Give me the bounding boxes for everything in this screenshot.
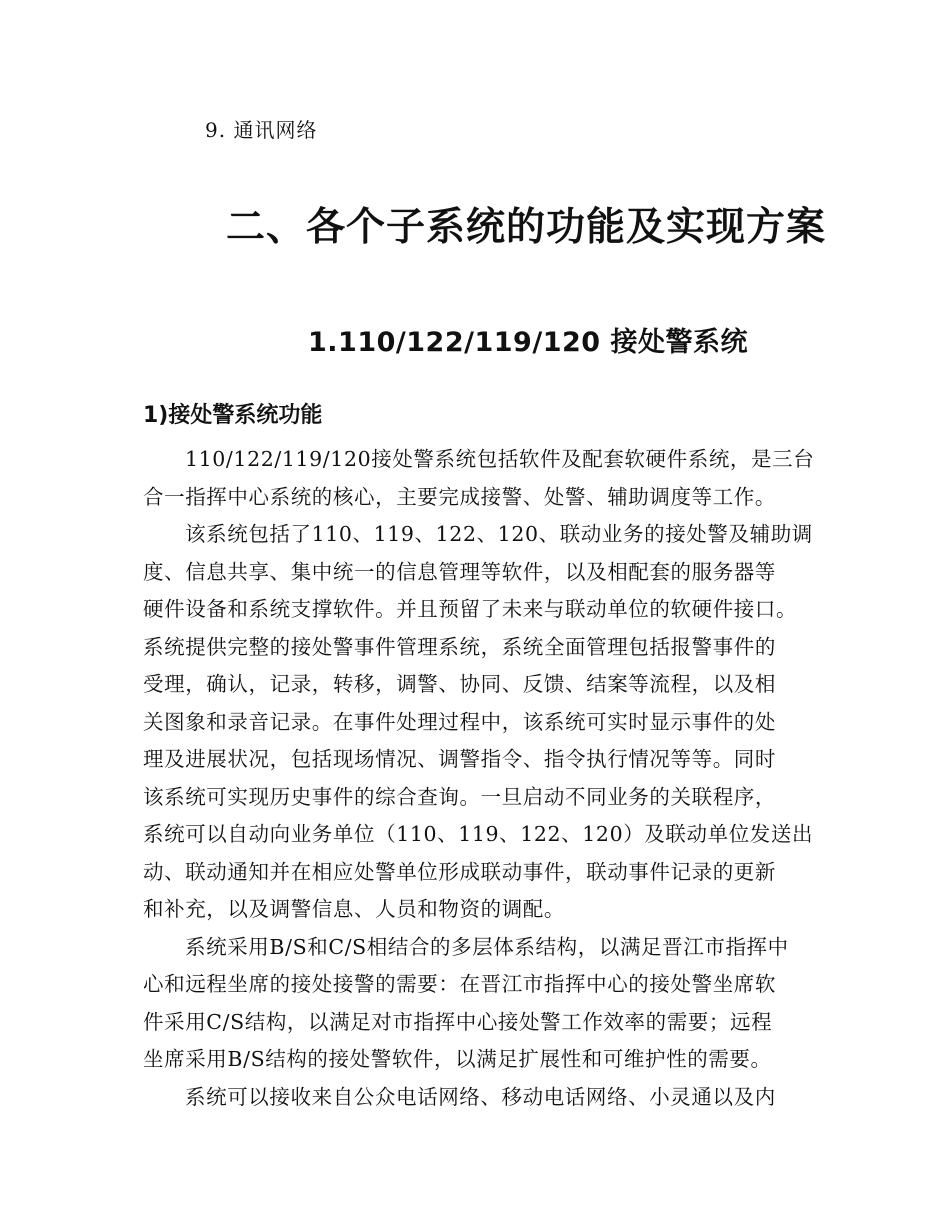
list-item-communication-network: 9. 通讯网络 (205, 118, 318, 142)
body-line: 系统可以接收来自公众电话网络、移动电话网络、小灵通以及内 (185, 1084, 776, 1109)
body-line: 受理，确认，记录，转移，调警、协同、反馈、结案等流程，以及相 (143, 672, 776, 696)
body-line: 该系统可实现历史事件的综合查询。一旦启动不同业务的关联程序， (143, 784, 776, 809)
subsubsection-title: 1)接处警系统功能 (143, 403, 323, 428)
body-line: 该系统包括了110、119、122、120、联动业务的接处警及辅助调 (185, 522, 813, 546)
body-line: 硬件设备和系统支撑软件。并且预留了未来与联动单位的软硬件接口。 (143, 597, 798, 621)
body-line: 理及进展状况，包括现场情况、调警指令、指令执行情况等等。同时 (143, 747, 776, 771)
body-line: 坐席采用B/S结构的接处警软件，以满足扩展性和可维护性的需要。 (143, 1047, 772, 1071)
body-line: 系统提供完整的接处警事件管理系统，系统全面管理包括报警事件的 (143, 634, 776, 659)
body-line: 动、联动通知并在相应处警单位形成联动事件，联动事件记录的更新 (143, 859, 776, 884)
body-line: 心和远程坐席的接处接警的需要：在晋江市指挥中心的接处警坐席软 (143, 972, 776, 996)
body-line: 合一指挥中心系统的核心，主要完成接警、处警、辅助调度等工作。 (143, 484, 776, 509)
body-line: 关图象和录音记录。在事件处理过程中，该系统可实时显示事件的处 (143, 709, 776, 734)
body-line: 件采用C/S结构，以满足对市指挥中心接处警工作效率的需要；远程 (143, 1009, 773, 1034)
subsection-title: 1.110/122/119/120 接处警系统 (308, 327, 748, 358)
body-line: 和补充，以及调警信息、人员和物资的调配。 (143, 897, 565, 921)
body-text (143, 441, 823, 1116)
body-line: 系统可以自动向业务单位（110、119、122、120）及联动单位发送出 (143, 822, 814, 846)
section-title: 二、各个子系统的功能及实现方案 (226, 205, 827, 250)
body-line: 系统采用B/S和C/S相结合的多层体系结构，以满足晋江市指挥中 (185, 934, 789, 959)
body-line: 110/122/119/120接处警系统包括软件及配套软硬件系统，是三台 (185, 447, 815, 471)
body-line: 度、信息共享、集中统一的信息管理等软件，以及相配套的服务器等 (143, 559, 776, 584)
